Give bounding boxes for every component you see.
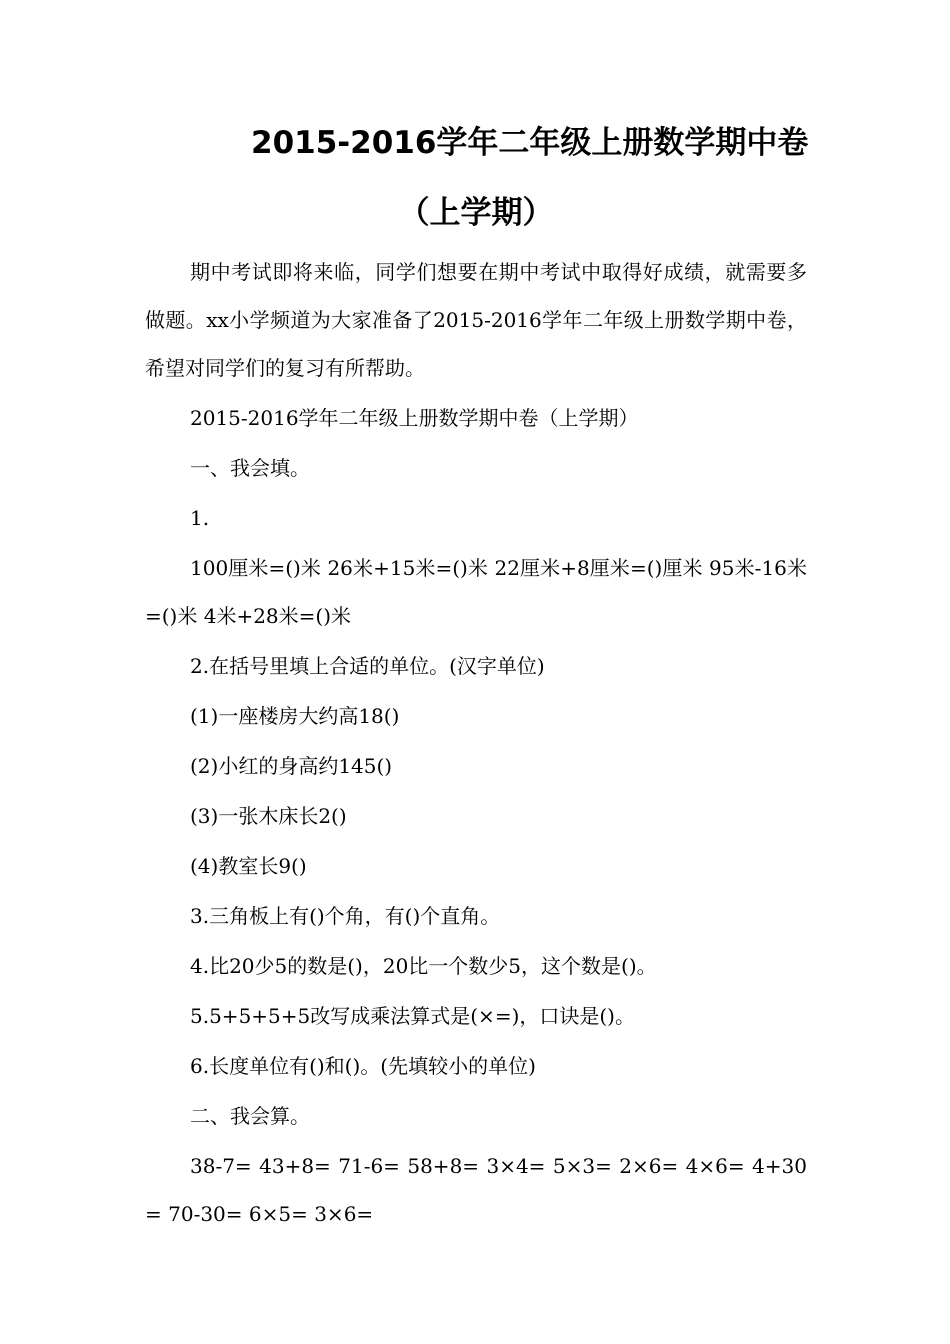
question-2-item-4: (4)教室长9() (190, 854, 307, 878)
question-2-item-1: (1)一座楼房大约高18() (190, 704, 400, 728)
section-two-heading: 二、我会算。 (190, 1104, 310, 1128)
question-2: 2.在括号里填上合适的单位。(汉字单位) (190, 654, 545, 678)
question-5: 5.5+5+5+5改写成乘法算式是(×=)，口诀是()。 (190, 1004, 635, 1028)
calculation-problems: 38-7= 43+8= 71-6= 58+8= 3×4= 5×3= 2×6= 4×6= 4+30= 70-30= 6×5= 3×6= (145, 1154, 807, 1226)
question-6: 6.长度单位有()和()。(先填较小的单位) (190, 1054, 536, 1078)
question-1-content: 100厘米=()米 26米+15米=()米 22厘米+8厘米=()厘米 95米-16米=()米 4米+28米=()米 (145, 556, 807, 628)
document-subtitle: （上学期） (398, 195, 554, 231)
document-body (145, 248, 807, 1238)
section-one-heading: 一、我会填。 (190, 456, 310, 480)
intro-paragraph: 期中考试即将来临，同学们想要在期中考试中取得好成绩，就需要多做题。xx小学频道为大家准备了2015-2016学年二年级上册数学期中卷，希望对同学们的复习有所帮助。 (145, 260, 807, 380)
paper-heading: 2015-2016学年二年级上册数学期中卷（上学期） (190, 406, 639, 430)
question-4: 4.比20少5的数是()，20比一个数少5，这个数是()。 (190, 954, 657, 978)
question-1-label: 1. (190, 506, 210, 530)
question-3: 3.三角板上有()个角，有()个直角。 (190, 904, 501, 928)
document-title: 2015-2016学年二年级上册数学期中卷 (251, 125, 809, 161)
question-2-item-3: (3)一张木床长2() (190, 804, 347, 828)
question-2-item-2: (2)小红的身高约145() (190, 754, 393, 778)
